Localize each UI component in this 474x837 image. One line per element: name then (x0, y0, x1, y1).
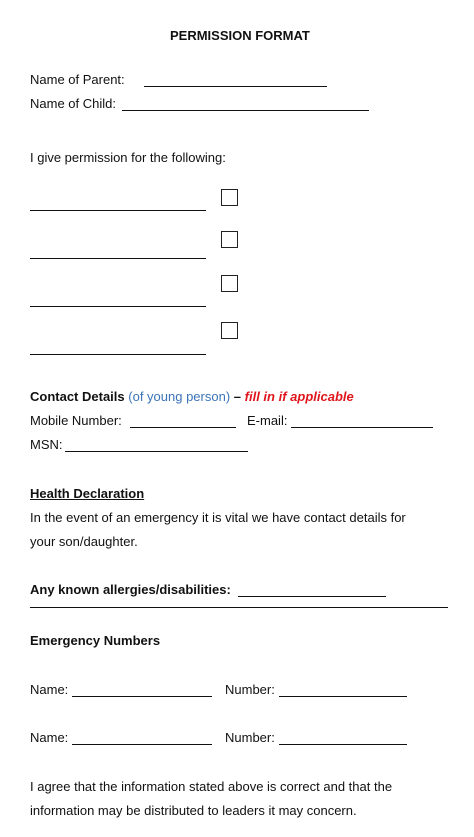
permission-line-3[interactable] (30, 306, 206, 307)
emergency-name-field-2[interactable] (72, 744, 212, 745)
emergency-number-label-1: Number: (225, 682, 275, 697)
msn-field[interactable] (65, 451, 248, 452)
permission-line-1[interactable] (30, 210, 206, 211)
emergency-number-label-2: Number: (225, 730, 275, 745)
allergies-field[interactable] (238, 596, 386, 597)
parent-label: Name of Parent: (30, 72, 125, 87)
health-heading: Health Declaration (30, 486, 145, 501)
email-label: E-mail: (247, 413, 288, 428)
contact-heading-row (30, 389, 354, 404)
allergies-extra-line[interactable] (30, 607, 448, 608)
permission-checkbox-3[interactable] (221, 275, 238, 292)
allergies-label: Any known allergies/disabilities: (30, 582, 231, 597)
msn-label: MSN: (30, 437, 63, 452)
child-label: Name of Child: (30, 96, 116, 111)
permission-checkbox-2[interactable] (221, 231, 238, 248)
email-field[interactable] (291, 427, 433, 428)
mobile-label: Mobile Number: (30, 413, 122, 428)
contact-heading: Contact Details (30, 389, 125, 404)
health-text-line-1: In the event of an emergency it is vital we have contact details for (30, 510, 406, 525)
mobile-field[interactable] (130, 427, 236, 428)
contact-note: fill in if applicable (244, 389, 354, 404)
emergency-number-field-2[interactable] (279, 744, 407, 745)
permission-intro: I give permission for the following: (30, 150, 226, 165)
permission-checkbox-1[interactable] (221, 189, 238, 206)
child-name-field[interactable] (122, 110, 369, 111)
emergency-number-field-1[interactable] (279, 696, 407, 697)
emergency-name-label-2: Name: (30, 730, 69, 745)
agreement-line-1: I agree that the information stated above is correct and that the (30, 779, 393, 794)
permission-checkbox-4[interactable] (221, 322, 238, 339)
parent-name-field[interactable] (144, 86, 327, 87)
emergency-name-field-1[interactable] (72, 696, 212, 697)
permission-line-4[interactable] (30, 354, 206, 355)
emergency-heading: Emergency Numbers (30, 633, 161, 648)
health-text-line-2: your son/daughter. (30, 534, 138, 549)
permission-line-2[interactable] (30, 258, 206, 259)
agreement-line-2: information may be distributed to leaders it may concern. (30, 803, 357, 818)
emergency-name-label-1: Name: (30, 682, 69, 697)
page-title: PERMISSION FORMAT (170, 28, 310, 43)
contact-qualifier: (of young person) (128, 389, 231, 404)
contact-dash: – (233, 389, 242, 404)
